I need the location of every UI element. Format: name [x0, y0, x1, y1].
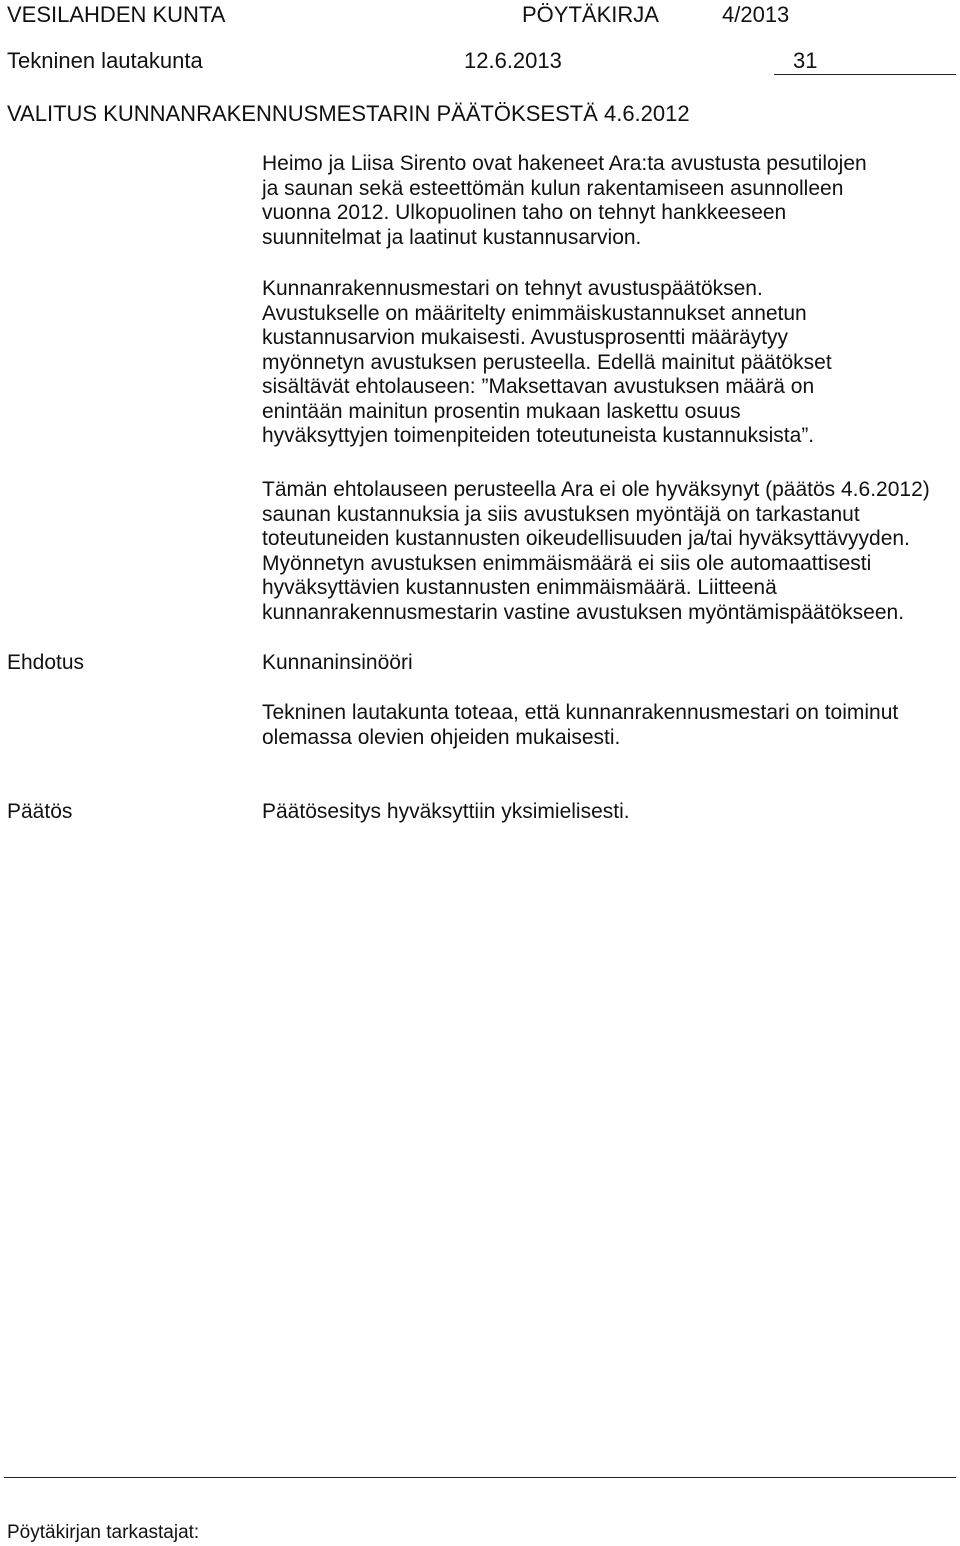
paragraph-line: toteutuneiden kustannusten oikeudellisuuden ja/tai hyväksyttävyyden. [262, 527, 910, 550]
municipality-name: VESILAHDEN KUNTA [7, 2, 226, 27]
reviewers-label: Pöytäkirjan tarkastajat: [7, 1522, 200, 1543]
decision-text: Päätösesitys hyväksyttiin yksimielisesti. [262, 800, 630, 823]
paragraph-line: olemassa olevien ohjeiden mukaisesti. [262, 725, 621, 749]
document-type: PÖYTÄKIRJA [522, 2, 659, 27]
paragraph-line: Avustukselle on määritelty enimmäiskustannukset annetun [262, 301, 807, 325]
paragraph-line: Tekninen lautakunta toteaa, että kunnanrakennusmestari on toiminut [262, 701, 899, 724]
paragraph-line: Kunnanrakennusmestari on tehnyt avustuspäätöksen. [262, 277, 763, 300]
board-name: Tekninen lautakunta [7, 48, 203, 73]
paragraph-line: ja saunan sekä esteettömän kulun rakentamiseen asunnolleen [262, 176, 844, 200]
paragraph-line: Heimo ja Liisa Sirento ovat hakeneet Ara:ta avustusta pesutilojen [262, 152, 867, 175]
proposal-text [262, 701, 952, 750]
section-title: VALITUS KUNNANRAKENNUSMESTARIN PÄÄTÖKSESTÄ 4.6.2012 [7, 101, 690, 126]
paragraph-1 [262, 152, 952, 250]
page-number: 31 [793, 48, 818, 73]
document-number: 4/2013 [722, 2, 790, 27]
footer-rule [4, 1477, 956, 1478]
paragraph-line: hyväksyttyjen toimenpiteiden toteutuneista kustannuksista”. [262, 424, 815, 447]
proposal-label: Ehdotus [7, 651, 85, 674]
paragraph-line: sisältävät ehtolauseen: ”Maksettavan avustuksen määrä on [262, 375, 815, 398]
proposal-presenter: Kunnaninsinööri [262, 651, 413, 674]
paragraph-2 [262, 277, 952, 449]
paragraph-line: myönnetyn avustuksen perusteella. Edellä mainitut päätökset [262, 350, 832, 374]
paragraph-line: Myönnetyn avustuksen enimmäismäärä ei siis ole automaattisesti [262, 551, 872, 575]
paragraph-line: saunan kustannuksia ja siis avustuksen myöntäjä on tarkastanut [262, 502, 860, 526]
paragraph-line: suunnitelmat ja laatinut kustannusarvion. [262, 225, 642, 249]
header-rule [774, 74, 956, 75]
paragraph-line: vuonna 2012. Ulkopuolinen taho on tehnyt hankkeeseen [262, 201, 787, 224]
paragraph-line: kunnanrakennusmestarin vastine avustuksen myöntämispäätökseen. [262, 600, 905, 624]
paragraph-line: kustannusarvion mukaisesti. Avustusprosentti määräytyy [262, 326, 789, 349]
meeting-date: 12.6.2013 [464, 48, 562, 73]
paragraph-line: hyväksyttävien kustannusten enimmäismäärä. Liitteenä [262, 576, 777, 599]
decision-label: Päätös [7, 800, 73, 823]
paragraph-3 [262, 478, 952, 625]
paragraph-line: enintään mainitun prosentin mukaan laskettu osuus [262, 399, 741, 423]
paragraph-line: Tämän ehtolauseen perusteella Ara ei ole hyväksynyt (päätös 4.6.2012) [262, 478, 930, 501]
